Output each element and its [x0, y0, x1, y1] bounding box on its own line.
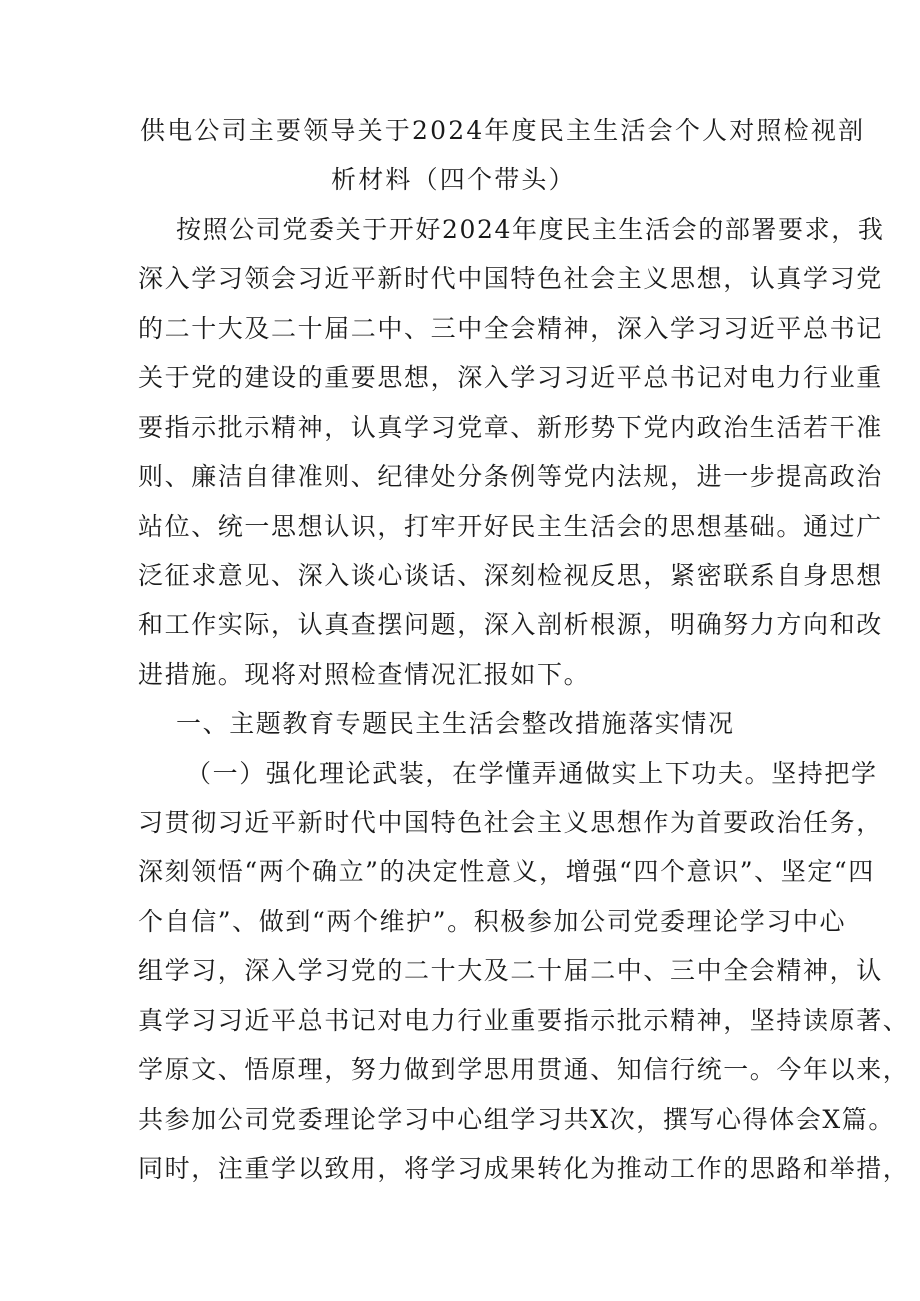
document-title-line-2: 析材料（四个带头）	[331, 165, 576, 194]
paragraph-line: 和工作实际，认真查摆问题，深入剖析根源，明确努力方向和改	[138, 610, 883, 639]
paragraph-line: 学原文、悟原理，努力做到学思用贯通、知信行统一。今年以来，	[138, 1055, 910, 1084]
paragraph-line: 按照公司党委关于开好2024年度民主生活会的部署要求，我	[176, 215, 885, 244]
paragraph-line: 泛征求意见、深入谈心谈话、深刻检视反思，紧密联系自身思想	[138, 561, 883, 590]
document-title-line-1: 供电公司主要领导关于2024年度民主生活会个人对照检视剖	[140, 116, 866, 145]
paragraph-line: 的二十大及二十届二中、三中全会精神，深入学习习近平总书记	[138, 314, 883, 343]
paragraph-line: 个自信”、做到“两个维护”。积极参加公司党委理论学习中心	[138, 907, 847, 936]
section-heading: 一、主题教育专题民主生活会整改措施落实情况	[176, 709, 735, 738]
paragraph-line: 站位、统一思想认识，打牢开好民主生活会的思想基础。通过广	[138, 512, 883, 541]
paragraph-line: 进措施。现将对照检查情况汇报如下。	[138, 660, 591, 689]
paragraph-line: 共参加公司党委理论学习中心组学习共X次，撰写心得体会X篇。	[138, 1105, 895, 1134]
paragraph-line: 关于党的建设的重要思想，深入学习习近平总书记对电力行业重	[138, 363, 883, 392]
paragraph-line: 则、廉洁自律准则、纪律处分条例等党内法规，进一步提高政治	[138, 462, 883, 491]
paragraph-line: （一）强化理论武装，在学懂弄通做实上下功夫。坚持把学	[186, 759, 878, 788]
paragraph-line: 组学习，深入学习党的二十大及二十届二中、三中全会精神，认	[138, 956, 883, 985]
paragraph-line: 真学习习近平总书记对电力行业重要指示批示精神，坚持读原著、	[138, 1006, 910, 1035]
paragraph-line: 深入学习领会习近平新时代中国特色社会主义思想，认真学习党	[138, 264, 883, 293]
paragraph-line: 同时，注重学以致用，将学习成果转化为推动工作的思路和举措，	[138, 1154, 910, 1183]
paragraph-line: 要指示批示精神，认真学习党章、新形势下党内政治生活若干准	[138, 413, 883, 442]
paragraph-line: 深刻领悟“两个确立”的决定性意义，增强“四个意识”、坚定“四	[138, 857, 875, 886]
paragraph-line: 习贯彻习近平新时代中国特色社会主义思想作为首要政治任务，	[138, 808, 883, 837]
